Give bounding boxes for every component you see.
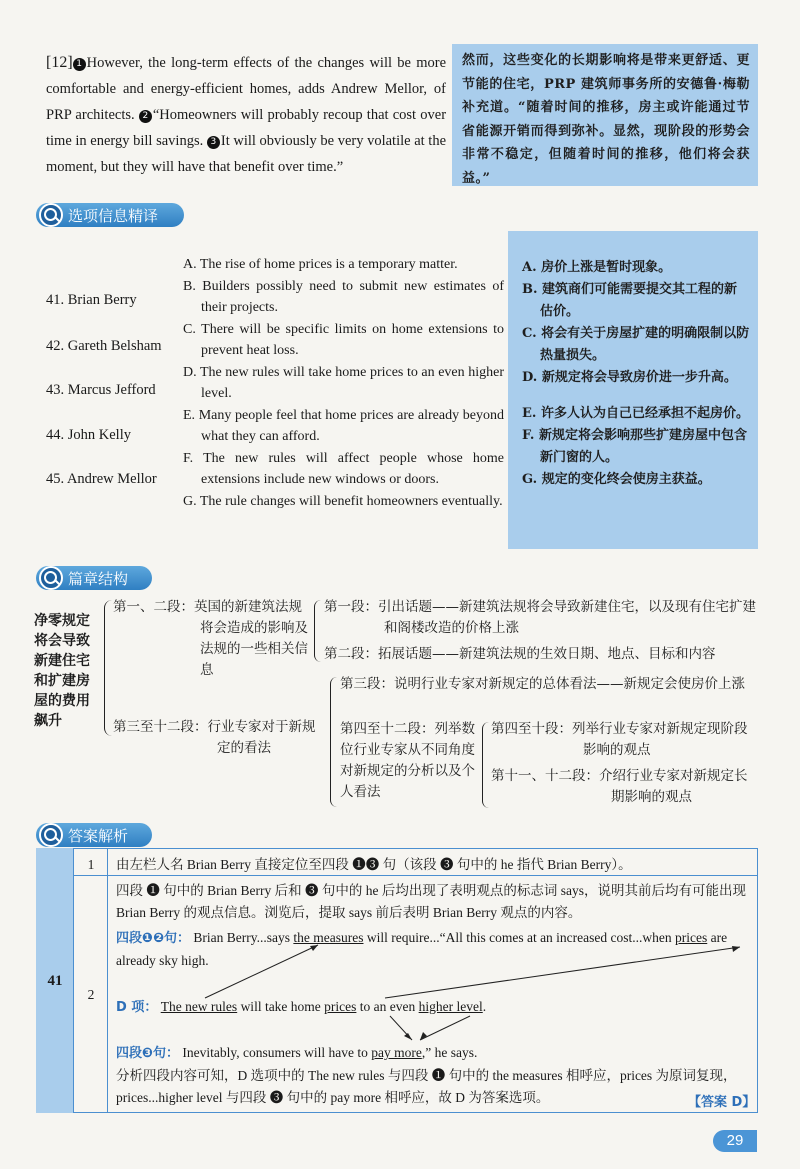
name-44: 44. John Kelly (46, 427, 131, 443)
arrowhead (310, 945, 318, 951)
arrow-measures (205, 945, 318, 998)
step-2-intro: 四段 ❶ 句中的 Brian Berry 后和 ❸ 句中的 he 后均出现了表明观点的标志词 says，说明其前后均有可能出现 Brian Berry 的观点信息。浏览后，提取 says 前后表明 Brian Berry 观点的内容。 (116, 883, 746, 920)
option-g: G. The rule changes will benefit homeowners eventually. (183, 493, 503, 509)
option-g-cn: G. 规定的变化终会使房主获益。 (522, 472, 711, 487)
name-43: 43. Marcus Jefford (46, 382, 156, 398)
option-e-cn: E. 许多人认为自己已经承担不起房价。 (522, 406, 749, 421)
option-a-cn: A. 房价上涨是暂时现象。 (522, 260, 672, 275)
name-41: 41. Brian Berry (46, 292, 137, 308)
page-number: 29 (713, 1130, 757, 1152)
paragraph-1-summary: 第一段：引出话题——新建筑法规将会导致新建住宅，以及现有住宅扩建和阁楼改造的价格上涨 (324, 599, 756, 636)
paragraph-4-10-summary: 第四至十段：列举行业专家对新规定现阶段影响的观点 (491, 721, 748, 758)
passage-sentence-2: “Homeowners will probably recoup that cost over time in energy bill savings. (46, 107, 447, 149)
keyword-higher-level: higher level (418, 999, 483, 1014)
paragraph-11-12-summary: 第十一、十二段：介绍行业专家对新规定长期影响的观点 (491, 768, 748, 805)
evidence-label: 四段❶❷句： (116, 931, 191, 946)
question-number: 41 (47, 973, 63, 989)
paragraph-2-summary: 第二段：拓展话题——新建筑法规的生效日期、地点、目标和内容 (324, 646, 716, 662)
branch-1-label: 第一、二段：英国的新建筑法规将会造成的影响及法规的一些相关信息 (113, 599, 308, 678)
paragraph-number: [12] (46, 54, 73, 71)
keyword-measures: the measures (293, 930, 364, 945)
option-c-cn: C. 将会有关于房屋扩建的明确限制以防热量损失。 (522, 326, 750, 363)
option-text: . (482, 999, 487, 1014)
option-text: to an even (356, 999, 419, 1014)
arrow-to-pay-more (420, 1016, 470, 1040)
analysis-text: 分析四段内容可知，D 选项中的 The new rules 与四段 ❶ 句中的 the measures 相呼应，prices 为原词复现，prices...higher level 与四段 ❸ 句中的 pay more 相呼应，故 D 为答案选项。 (116, 1068, 737, 1105)
arrowhead (404, 1033, 412, 1040)
keyword-pay-more: pay more (371, 1045, 422, 1060)
section-title: 答案解析 (68, 826, 129, 845)
option-e: E. Many people feel that home prices are already beyond what they can afford. (183, 407, 504, 444)
step-1-text: 由左栏人名 Brian Berry 直接定位至四段 ❶❸ 句（该段 ❸ 句中的 he 指代 Brian Berry）。 (116, 857, 632, 872)
passage-translation: 然而，这些变化的长期影响将是带来更舒适、更节能的住宅，PRP 建筑师事务所的安德鲁·梅勒补充道。“随着时间的推移，房主或许能通过节省能源开销而得到弥补。显然，现阶段的形势会非常不稳定，但随着时间的推移，他们将会获益。” (452, 44, 758, 186)
answer-tag: 【答案 D】 (688, 1095, 756, 1110)
option-d-cn: D. 新规定将会导致房价进一步升高。 (522, 370, 737, 385)
evidence-text: ,” he says. (421, 1045, 478, 1060)
sentence-marker: 1 (73, 58, 86, 71)
option-label: D 项： (116, 1000, 158, 1015)
option-b-cn: B. 建筑商们可能需要提交其工程的新估价。 (522, 282, 738, 319)
section-title: 选项信息精译 (68, 206, 159, 225)
sentence-marker: 3 (207, 136, 220, 149)
option-f-cn: F. 新规定将会影响那些扩建房屋中包含新门窗的人。 (522, 428, 747, 465)
evidence-text: will require...“All this comes at an increased cost...when (363, 930, 676, 945)
keyword-prices: prices (675, 930, 708, 945)
passage-sentence-3: It will obviously be very volatile at the moment, but they will have that benefit over time.” (46, 133, 447, 175)
option-text: will take home (237, 999, 325, 1014)
step-number-1: 1 (87, 857, 95, 872)
paragraph-3-summary: 第三段：说明行业专家对新规定的总体看法——新规定会使房价上涨 (340, 676, 745, 692)
step-number-2: 2 (87, 987, 95, 1002)
arrowhead (732, 946, 740, 952)
arrow-prices (385, 947, 740, 998)
sentence-marker: 2 (139, 110, 152, 123)
evidence-label: 四段❸句： (116, 1046, 180, 1061)
paragraph-4-12-summary: 第四至十二段：列举数位行业专家从不同角度对新规定的分析以及个人看法 (340, 721, 475, 800)
evidence-text: Brian Berry...says (193, 930, 294, 945)
keyword-new-rules: The new rules (160, 999, 238, 1014)
passage-sentence-1: However, the long-term effects of the changes will be more comfortable and energy-efficient homes, adds Andrew Mellor, of PRP architects. (46, 55, 446, 123)
evidence-text: Inevitably, consumers will have to (182, 1045, 372, 1060)
option-b: B. Builders possibly need to submit new estimates of their projects. (183, 278, 504, 315)
section-title: 篇章结构 (68, 569, 129, 588)
evidence-text: are already sky high. (116, 930, 728, 968)
option-d: D. The new rules will take home prices to an even higher level. (183, 364, 504, 401)
name-45: 45. Andrew Mellor (46, 471, 157, 487)
branch-2-label: 第三至十二段：行业专家对于新规定的看法 (113, 719, 316, 756)
name-42: 42. Gareth Belsham (46, 338, 162, 354)
option-a: A. The rise of home prices is a temporary matter. (183, 257, 458, 272)
option-f: F. The new rules will affect people whose home extensions include new windows or doors. (183, 450, 504, 487)
option-c: C. There will be specific limits on home extensions to prevent heat loss. (183, 321, 504, 358)
keyword-prices: prices (324, 999, 357, 1014)
structure-root: 净零规定将会导致新建住宅和扩建房屋的费用飙升 (34, 613, 90, 729)
